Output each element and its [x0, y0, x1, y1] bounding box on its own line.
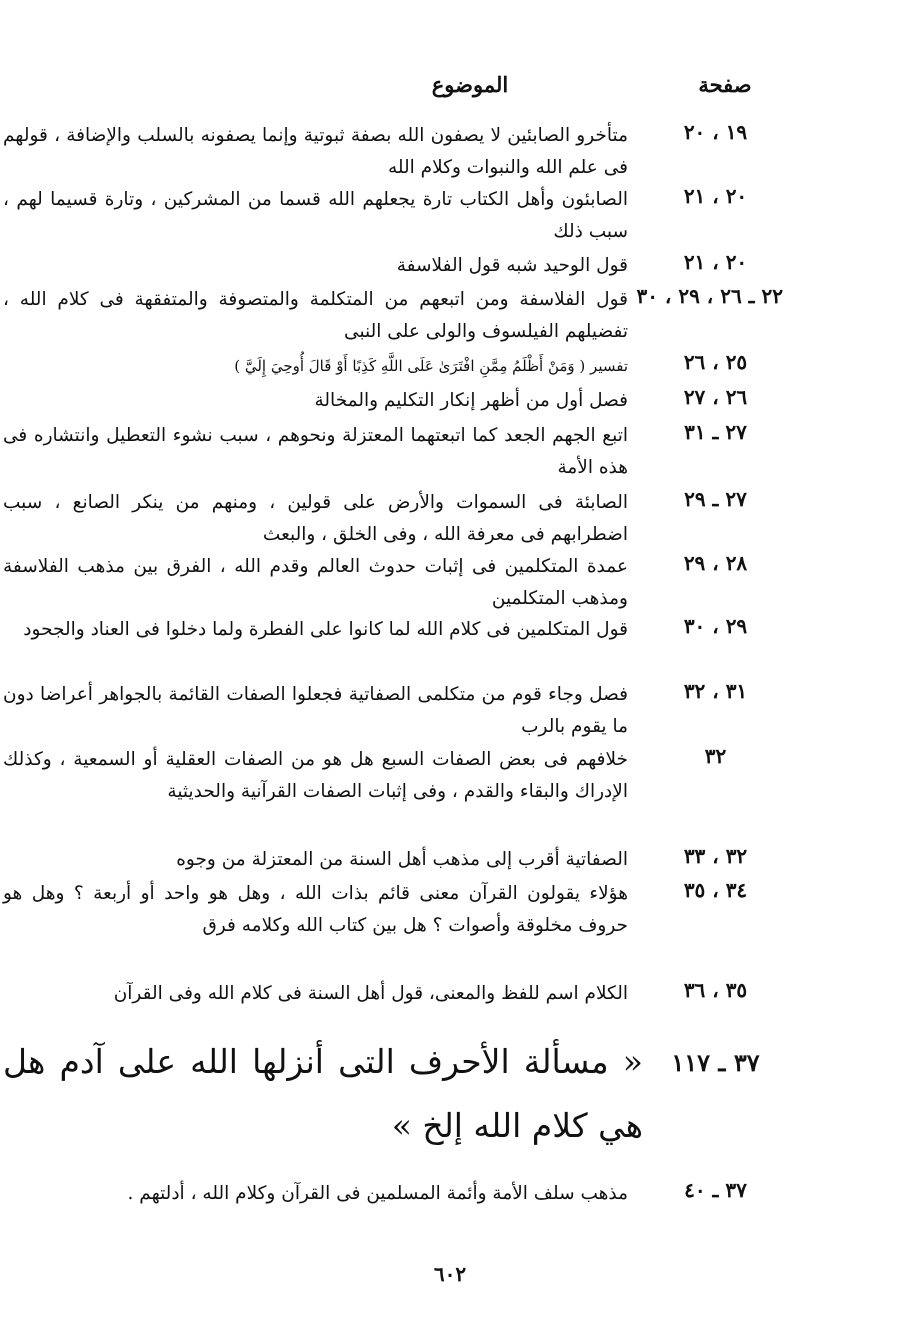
entry-pages: ٢٠ ، ٢١	[683, 250, 748, 274]
entry-text: فصل وجاء قوم من متكلمى الصفاتية فجعلوا الصفات القائمة بالجواهر أعراضا دون ما يقوم بالرب	[3, 684, 628, 737]
entry-pages: ٣٧ ـ ١١٧	[671, 1048, 760, 1077]
entry-pages: ٢٨ ، ٢٩	[683, 551, 748, 575]
entry-pages: ٢٠ ، ٢١	[683, 184, 748, 208]
entry-text: اتبع الجهم الجعد كما اتبعتهما المعتزلة ونحوهم ، سبب نشوء التعطيل وانتشاره فى هذه الأمة	[3, 425, 628, 478]
page-number: ٦٠٢	[433, 1262, 467, 1286]
entry-text: الكلام اسم للفظ والمعنى، قول أهل السنة فى كلام الله وفى القرآن	[113, 983, 628, 1004]
entry-text: عمدة المتكلمين فى إثبات حدوث العالم وقدم الله ، الفرق بين مذهب الفلاسفة ومذهب المتكلمين	[3, 556, 628, 609]
entry-pages: ٢٧ ـ ٣١	[684, 420, 747, 444]
entry-pages: ٣٥ ، ٣٦	[683, 978, 748, 1002]
entry-pages: ٣١ ، ٣٢	[683, 679, 748, 703]
entry-pages: ٢٦ ، ٢٧	[683, 385, 748, 409]
entry-text: خلافهم فى بعض الصفات السبع هل هو من الصفات العقلية أو السمعية ، وكذلك الإدراك والبقاء والقدم ، وفى إثبات الصفات القرآنية والحديثية	[3, 749, 628, 802]
entry-pages: ١٩ ، ٢٠	[683, 120, 748, 144]
entry-text: فصل أول من أظهر إنكار التكليم والمخالة	[314, 390, 628, 411]
entry-pages: ٣٤ ، ٣٥	[683, 878, 748, 902]
entry-text: الصابئون وأهل الكتاب تارة يجعلهم الله قسما من المشركين ، وتارة قسيما لهم ، سبب ذلك	[3, 189, 628, 242]
entry-pages: ٢٥ ، ٢٦	[683, 350, 748, 374]
entry-text: الصفاتية أقرب إلى مذهب أهل السنة من المعتزلة من وجوه	[176, 849, 628, 870]
entry-pages: ٢٢ ـ ٢٦ ، ٢٩ ، ٣٠	[636, 284, 783, 308]
entry-text: قول الوحيد شبه قول الفلاسفة	[396, 255, 628, 276]
entry-pages: ٣٧ ـ ٤٠	[684, 1178, 747, 1202]
entry-text: قول الفلاسفة ومن اتبعهم من المتكلمة والمتصوفة والمتفقهة فى كلام الله ، تفضيلهم الفيلسوف والولى على النبى	[3, 289, 628, 342]
entry-text: تفسير ( وَمَنْ أَظْلَمُ مِمَّنِ افْتَرَىٰ عَلَى اللَّهِ كَذِبًا أَوْ قَالَ أُوحِيَ إِلَيَّ )	[234, 357, 628, 375]
page-column-header: صفحة	[698, 72, 752, 97]
entry-pages: ٢٩ ، ٣٠	[683, 614, 748, 638]
entry-text: مذهب سلف الأمة وأئمة المسلمين فى القرآن وكلام الله ، أدلتهم .	[127, 1183, 628, 1204]
entry-pages: ٣٢ ، ٣٣	[683, 844, 748, 868]
entry-text: قول المتكلمين فى كلام الله لما كانوا على الفطرة ولما دخلوا فى العناد والجحود	[23, 619, 628, 640]
entry-pages: ٢٧ ـ ٢٩	[684, 487, 747, 511]
topic-column-header: الموضوع	[431, 72, 509, 97]
entry-text: هؤلاء يقولون القرآن معنى قائم بذات الله ، وهل هو واحد أو أربعة ؟ وهل هو حروف مخلوقة وأصوات ؟ هل بين كتاب الله وكلامه فرق	[3, 883, 628, 936]
entry-text: متأخرو الصابئين لا يصفون الله بصفة ثبوتية وإنما يصفونه بالسلب والإضافة ، قولهم فى علم الله والنبوات وكلام الله	[3, 125, 628, 178]
entry-text: « مسألة الأحرف التى أنزلها الله على آدم هل هي كلام الله إلخ »	[3, 1042, 643, 1145]
entry-pages: ٣٢	[704, 744, 727, 768]
entry-text: الصابئة فى السموات والأرض على قولين ، ومنهم من ينكر الصانع ، سبب اضطرابهم فى معرفة الله ، وفى الخلق ، والبعث	[3, 492, 628, 545]
